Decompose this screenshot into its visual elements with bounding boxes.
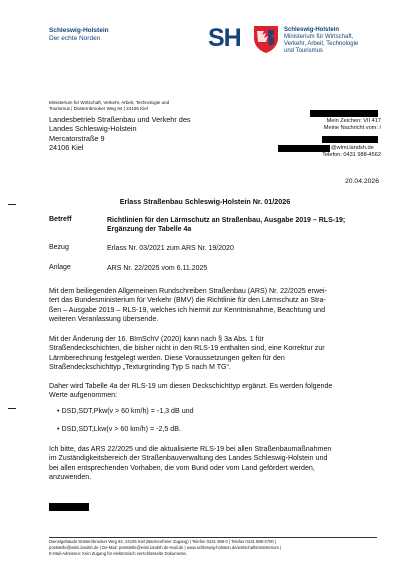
ministry-brand-line: Ministerium für Wirtschaft, <box>284 34 354 40</box>
paragraph-line: bei allen entsprechenden Vorhaben, die vom Bund oder vom Land gefördert werden, <box>49 463 315 472</box>
email-suffix: @wimi.landsh.de <box>331 145 374 151</box>
footer-line: Dienstgebäude Düsternbrooker Weg 94, 24105 Kiel (Barrierefreier Zugang) | Telefon 0431 988-0 | Telefax 0431 988-4700 | <box>49 539 276 544</box>
ministry-brand <box>284 27 358 54</box>
meta-value-anlage: ARS Nr. 22/2025 vom 6.11.2025 <box>107 265 208 272</box>
brand-left <box>49 27 109 43</box>
bullet-item: • DSD,SDT,Lkw(v > 60 km/h) = -2,5 dB. <box>57 425 181 433</box>
ministry-brand-line: und Tourismus <box>284 47 323 54</box>
paragraph-line: tert das Bundesministerium für Verkehr (BMV) die Richtlinie für den Lärmschutz an Stra- <box>49 296 326 305</box>
paragraph-line: Ich bitte, das ARS 22/2025 und die aktualisierte RLS-19 bei allen Straßenbaumaßnahmen <box>49 445 332 453</box>
brand-slogan: Der echte Norden <box>49 35 101 42</box>
meta-value-betreff: Richtlinien für den Lärmschutz an Straßenbau, Ausgabe 2019 – RLS-19; Ergänzung der Tabelle 4a <box>107 217 346 234</box>
body-paragraph-2 <box>49 335 375 372</box>
signature-redaction <box>49 503 89 511</box>
sh-logo: SH <box>208 24 241 52</box>
paragraph-line: Mit dem beiliegenden Allgemeinen Rundschreiben Straßenbau (ARS) Nr. 22/2025 erwei- <box>49 287 327 295</box>
paragraph-line: Straßendeckschichttyp „Texturgrinding Typ S nach M TG“. <box>49 362 231 371</box>
redaction-bar <box>310 110 378 117</box>
paragraph-line: Werte aufgenommen: <box>49 391 118 400</box>
body-paragraph-4 <box>49 445 375 482</box>
paragraph-line: ßen – Ausgabe 2019 – RLS-19, welches ich hiermit zur Kenntnisnahme, Beachtung und <box>49 305 326 314</box>
body-paragraph-1 <box>49 287 375 324</box>
paragraph-line: Mit der Änderung der 16. BImSchV (2020) kann nach § 3a Abs. 1 für <box>49 335 264 343</box>
brand-name: Schleswig-Holstein <box>49 27 109 34</box>
mein-zeichen: Mein Zeichen: VII 417 <box>326 118 381 124</box>
recipient-line: Landesbetrieb Straßenbau und Verkehr des <box>49 115 191 124</box>
sender-line-1: Ministerium für Wirtschaft, Verkehr, Arbeit, Technologie und <box>49 100 170 105</box>
telefon: Telefon: 0431 988-4562 <box>322 152 381 158</box>
fold-mark <box>8 408 16 409</box>
paragraph-line: Lärmberechnung festgelegt werden. Diese Voraussetzungen gelten für den <box>49 353 285 362</box>
document-title: Erlass Straßenbau Schleswig-Holstein Nr. 01/2026 <box>119 197 291 206</box>
redaction-bar <box>278 145 330 152</box>
bullet-text: DSD,SDT,Lkw(v > 60 km/h) = -2,5 dB. <box>61 425 181 433</box>
footer-line: E-Mail-Adressen: Kein Zugang für elektronisch verschlüsselte Dokumente. <box>49 550 188 556</box>
paragraph-line: Straßendeckschichten, die bisher nicht in den RLS-19 enthalten sind, eine Korrektur zur <box>49 344 325 353</box>
redaction-bar <box>322 136 378 143</box>
recipient-line: Landes Schleswig-Holstein <box>49 124 137 134</box>
bullet-item: • DSD,SDT,Pkw(v > 60 km/h) = -1,3 dB und <box>57 407 194 415</box>
bullet-text: DSD,SDT,Pkw(v > 60 km/h) = -1,3 dB und <box>61 407 194 415</box>
recipient-line: Mercatorstraße 9 <box>49 133 105 143</box>
meta-label-bezug: Bezug <box>49 244 69 251</box>
ministry-brand-title: Schleswig-Holstein <box>284 27 340 33</box>
footer-divider <box>49 537 377 538</box>
meta-value-bezug: Erlass Nr. 03/2021 zum ARS Nr. 19/2020 <box>107 245 234 252</box>
meta-label-anlage: Anlage <box>49 264 71 271</box>
meine-nachricht: Meine Nachricht vom: / <box>323 125 381 131</box>
footer <box>49 539 379 556</box>
meta-label-betreff: Betreff <box>49 216 72 223</box>
body-paragraph-3 <box>49 382 375 401</box>
footer-line: poststelle@wimi.landsh.de | De-Mail: poststelle@wimi.landsh.de-mail.de | www.schleswig-holstein.de/wirtschaftsministerium | <box>49 544 282 550</box>
paragraph-line: weiteren Veranlassung übersende. <box>49 314 159 323</box>
recipient-line: 24106 Kiel <box>49 142 84 152</box>
sender-line <box>49 100 169 112</box>
reference-info <box>324 118 381 132</box>
coat-of-arms-icon <box>252 24 280 54</box>
recipient-address <box>49 115 191 152</box>
paragraph-line: Daher wird Tabelle 4a der RLS-19 um diesen Deckschichttyp ergänzt. Es werden folgende <box>49 382 333 390</box>
sender-line-2: Tourismus | Düsternbrooker Weg 94 | 24105 Kiel <box>49 106 148 111</box>
paragraph-line: anzuwenden. <box>49 472 92 481</box>
paragraph-line: im Zuständigkeitsbereich der Straßenbauverwaltung des Landes Schleswig-Holstein und <box>49 454 328 463</box>
ministry-brand-line: Verkehr, Arbeit, Technologie <box>284 40 359 47</box>
letter-date: 20.04.2026 <box>344 178 379 185</box>
